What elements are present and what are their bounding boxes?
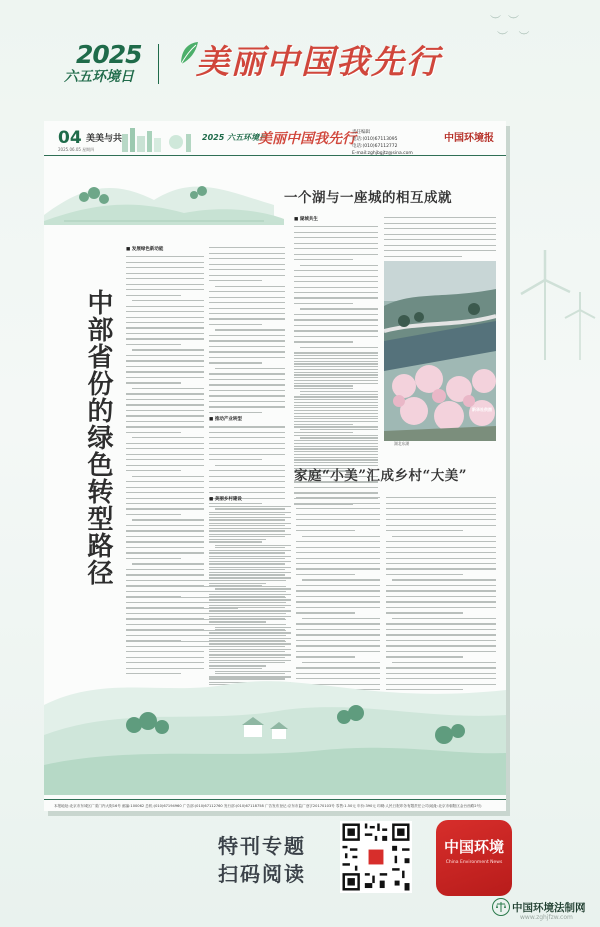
newspaper-brand: 中国环境报: [444, 133, 494, 144]
app-subtitle: China Environment News: [445, 860, 503, 865]
app-title: 中国环境: [443, 838, 504, 856]
contact-line: 电话:(010)67113095: [352, 137, 398, 142]
header-divider: [158, 44, 159, 84]
header-year: 2025: [76, 40, 142, 69]
scales-of-justice-icon: [492, 898, 510, 916]
contact-line: 责任编辑: [352, 130, 370, 135]
headline-lake-city: 一个湖与一座城的相互成就: [284, 190, 452, 206]
wind-turbine-illustration: [515, 240, 600, 360]
header-slogan: 美丽中国我先行: [196, 42, 441, 81]
app-icon[interactable]: [436, 820, 512, 896]
promo-line-2: 扫码阅读: [218, 862, 306, 886]
page-number: 04: [58, 128, 82, 148]
newspaper-footer: 本报地址:北京市东城区广渠门内大街16号 邮编:100062 总机:(010)67194960 广告部:(010)67112760 发行部:(010)67118758 广告发布登记:京东市监广登字20170103号 零售:1.50元 年价:390元 印刷:人民日报印务有限责任公司(地址:北京市朝阳区金台西路2号): [44, 799, 506, 811]
subheading: ■ 湖城共生: [294, 217, 318, 222]
section-name: 美美与共: [86, 134, 123, 144]
masthead: [44, 121, 506, 156]
lake-photo: [384, 261, 496, 441]
masthead-slogan: 美丽中国我先行: [258, 131, 356, 147]
main-title: 中部省份的绿色转型路径: [83, 289, 113, 586]
contact-line: E-mail:zghjbgjtz@sina.com: [352, 151, 413, 156]
article-column: [126, 576, 286, 647]
article-column: [384, 213, 496, 257]
landscape-illustration-bottom: [44, 665, 506, 795]
page-header: [0, 0, 600, 110]
subheading: ■ 推动产业转型: [209, 417, 242, 423]
photo-caption: 湖北东湖: [394, 441, 410, 446]
masthead-contact: [352, 129, 413, 157]
subheading: ■ 美丽乡村建设: [209, 497, 242, 502]
masthead-event: 2025 六五环境日: [202, 133, 268, 142]
headline-village: 家庭“小美”汇成乡村“大美”: [294, 468, 468, 484]
watermark-site-url: www.zghjfzw.com: [520, 914, 573, 921]
city-skyline-illustration: [116, 124, 202, 152]
issue-date: 2025.06.05 星期四: [58, 147, 95, 152]
photo-credit: 新华社供图: [472, 407, 492, 412]
watermark-site-name: 中国环境法制网: [512, 902, 586, 914]
article-column: [386, 493, 496, 690]
contact-line: 电话:(010)67112772: [352, 144, 398, 149]
header-event-day: 六五环境日: [64, 69, 134, 85]
birds-decoration: ︶ ︶ ︶ ︶: [490, 14, 530, 43]
qr-code[interactable]: [340, 821, 412, 893]
promo-text: [218, 832, 306, 888]
promo-line-1: 特刊专题: [218, 834, 306, 858]
subheading: ■ 发展绿色新动能: [126, 247, 164, 252]
newspaper-page: [44, 121, 506, 811]
